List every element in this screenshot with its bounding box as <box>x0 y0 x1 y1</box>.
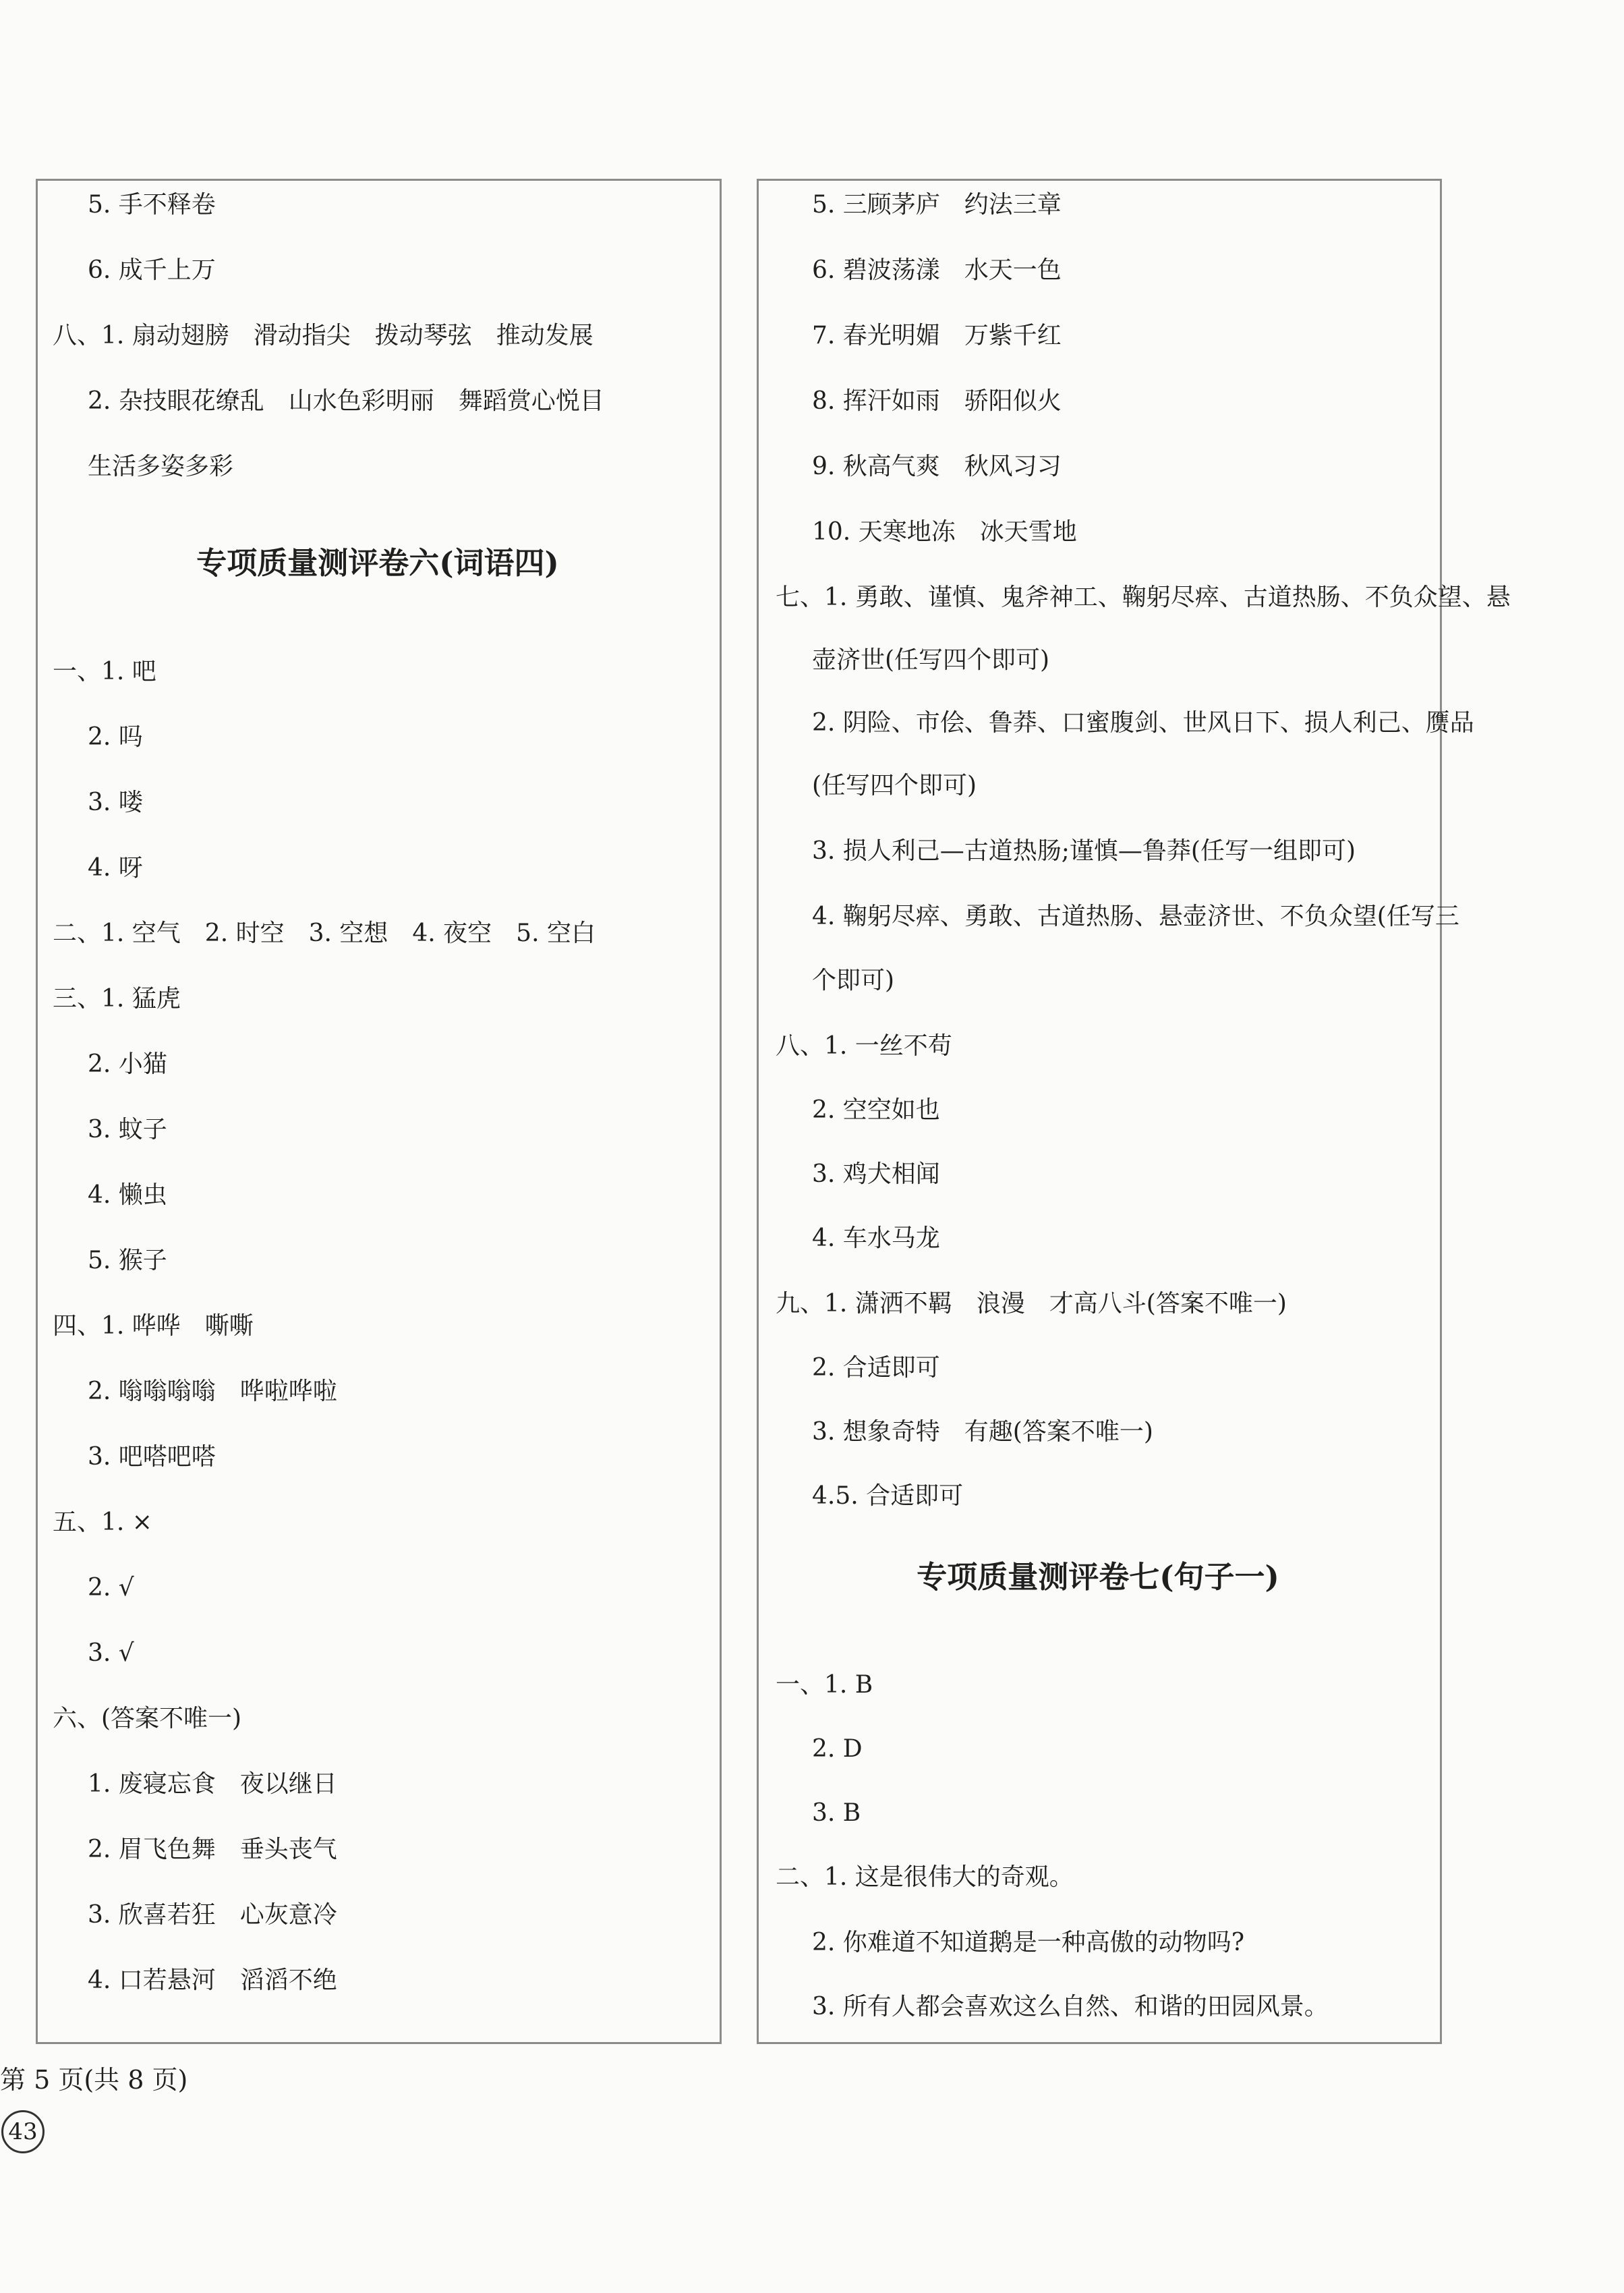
answer-line: 2. √ <box>88 1574 134 1602</box>
answer-line: 2. 你难道不知道鹅是一种高傲的动物吗? <box>812 1929 1245 1956</box>
answer-line: 4. 懒虫 <box>88 1181 167 1209</box>
answer-line: 壶济世(任写四个即可) <box>812 646 1050 674</box>
answer-line: 4. 口若悬河 滔滔不绝 <box>88 1966 337 1994</box>
answer-line: 生活多姿多彩 <box>88 453 234 480</box>
answer-line: 3. 欣喜若狂 心灰意冷 <box>88 1901 337 1929</box>
answer-line: 2. 杂技眼花缭乱 山水色彩明丽 舞蹈赏心悦目 <box>88 387 604 415</box>
answer-line: 2. 吗 <box>88 723 143 751</box>
answer-line: 三、1. 猛虎 <box>53 985 181 1013</box>
answer-line: 2. 阴险、市侩、鲁莽、口蜜腹剑、世风日下、损人利己、赝品 <box>812 709 1474 737</box>
answer-line: 3. B <box>812 1799 861 1827</box>
answer-line: 1. 废寝忘食 夜以继日 <box>88 1770 337 1798</box>
answer-line: 2. 空空如也 <box>812 1096 940 1124</box>
answer-line: 6. 成千上万 <box>88 256 216 284</box>
answer-line: 3. 想象奇特 有趣(答案不唯一) <box>812 1418 1153 1446</box>
answer-line: 3. 所有人都会喜欢这么自然、和谐的田园风景。 <box>812 1993 1329 2020</box>
answer-line: 六、(答案不唯一) <box>53 1705 242 1732</box>
answer-line: 7. 春光明媚 万紫千红 <box>812 322 1062 349</box>
answer-line: 3. √ <box>88 1639 134 1667</box>
answer-line: 4.5. 合适即可 <box>812 1482 964 1510</box>
answer-line: 一、1. 吧 <box>53 658 156 685</box>
answer-line: 6. 碧波荡漾 水天一色 <box>812 256 1062 284</box>
answer-line: 3. 喽 <box>88 789 143 816</box>
answer-line: 2. 合适即可 <box>812 1354 940 1382</box>
answer-line: 5. 手不释卷 <box>88 191 216 219</box>
answer-line: 一、1. B <box>776 1671 873 1699</box>
section-title: 专项质量测评卷六(词语四) <box>196 545 559 581</box>
answer-line: 2. 小猫 <box>88 1050 167 1078</box>
answer-line: 10. 天寒地冻 冰天雪地 <box>812 518 1077 546</box>
answer-line: 3. 鸡犬相闻 <box>812 1160 940 1188</box>
answer-line: 2. D <box>812 1735 863 1763</box>
answer-line: 4. 呀 <box>88 854 143 882</box>
answer-line: (任写四个即可) <box>812 772 977 799</box>
answer-line: 2. 嗡嗡嗡嗡 哗啦哗啦 <box>88 1378 337 1405</box>
answer-line: 九、1. 潇洒不羁 浪漫 才高八斗(答案不唯一) <box>776 1290 1287 1318</box>
answer-line: 五、1. × <box>53 1508 152 1536</box>
answer-line: 5. 三顾茅庐 约法三章 <box>812 191 1062 219</box>
answer-line: 3. 损人利己—古道热肠;谨慎—鲁莽(任写一组即可) <box>812 837 1356 865</box>
answer-line: 四、1. 哗哗 嘶嘶 <box>53 1312 254 1340</box>
answer-line: 二、1. 这是很伟大的奇观。 <box>776 1863 1074 1891</box>
answer-line: 3. 吧嗒吧嗒 <box>88 1443 216 1471</box>
answer-line: 9. 秋高气爽 秋风习习 <box>812 453 1062 480</box>
answer-line: 2. 眉飞色舞 垂头丧气 <box>88 1836 337 1863</box>
answer-line: 八、1. 一丝不苟 <box>776 1032 952 1060</box>
answer-line: 七、1. 勇敢、谨慎、鬼斧神工、鞠躬尽瘁、古道热肠、不负众望、悬 <box>776 584 1511 611</box>
answer-line: 3. 蚊子 <box>88 1116 167 1143</box>
page-indicator: 第 5 页(共 8 页) <box>0 2065 188 2095</box>
answer-line: 个即可) <box>812 967 895 994</box>
answer-line: 八、1. 扇动翅膀 滑动指尖 拨动琴弦 推动发展 <box>53 322 593 349</box>
section-title: 专项质量测评卷七(句子一) <box>917 1559 1279 1595</box>
answer-line: 4. 车水马龙 <box>812 1224 940 1252</box>
answer-line: 4. 鞠躬尽瘁、勇敢、古道热肠、悬壶济世、不负众望(任写三 <box>812 903 1459 930</box>
answer-line: 5. 猴子 <box>88 1247 167 1274</box>
page-number-badge: 43 <box>1 2110 45 2153</box>
answer-line: 二、1. 空气 2. 时空 3. 空想 4. 夜空 5. 空白 <box>53 919 596 947</box>
answer-line: 8. 挥汗如雨 骄阳似火 <box>812 387 1062 415</box>
